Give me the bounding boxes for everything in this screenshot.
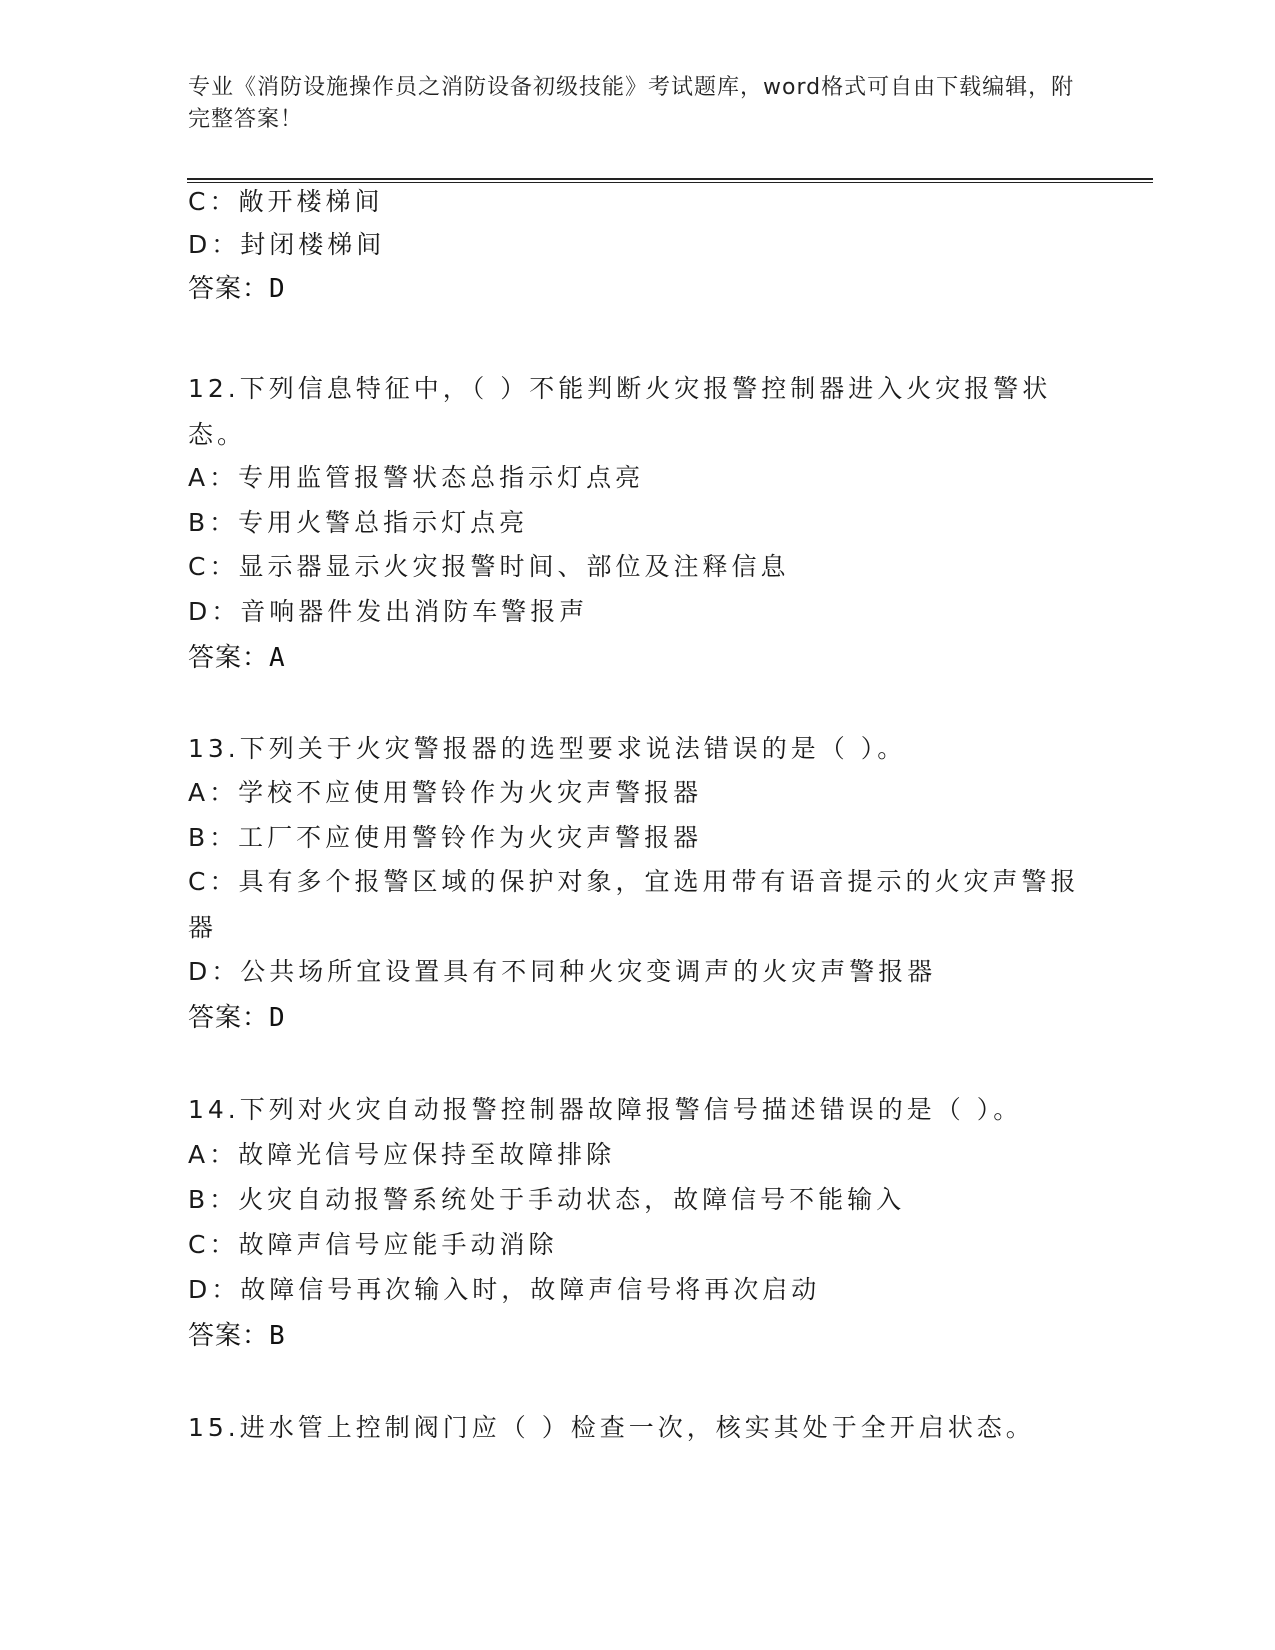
answer-value: D — [269, 274, 286, 304]
answer-line — [188, 273, 286, 305]
option-c: C：敞开楼梯间 — [188, 187, 384, 216]
answer-value: D — [269, 1003, 286, 1033]
q14-option-c: C：故障声信号应能手动消除 — [188, 1230, 558, 1259]
answer-value: B — [269, 1321, 286, 1351]
question-15-stem: 15.进水管上控制阀门应（ ）检查一次，核实其处于全开启状态。 — [188, 1413, 1035, 1442]
question-12-stem: 12.下列信息特征中，（ ）不能判断火灾报警控制器进入火灾报警状态。 — [188, 374, 1052, 449]
q13-option-a: A：学校不应使用警铃作为火灾声警报器 — [188, 778, 703, 807]
answer-label: 答案： — [188, 1003, 270, 1033]
q14-option-d: D：故障信号再次输入时，故障声信号将再次启动 — [188, 1275, 821, 1304]
document-header: 专业《消防设施操作员之消防设备初级技能》考试题库，word格式可自由下载编辑，附完整答案！ — [188, 75, 1075, 132]
q12-option-d: D：音响器件发出消防车警报声 — [188, 597, 589, 626]
q13-option-b: B：工厂不应使用警铃作为火灾声警报器 — [188, 823, 703, 852]
question-13-stem: 13.下列关于火灾警报器的选型要求说法错误的是（ ）。 — [188, 734, 907, 763]
answer-label: 答案： — [188, 643, 270, 673]
option-d: D：封闭楼梯间 — [188, 230, 386, 259]
q13-answer-line — [188, 1002, 286, 1034]
q12-answer-line — [188, 642, 286, 674]
q12-option-b: B：专用火警总指示灯点亮 — [188, 508, 529, 537]
q13-option-c: C：具有多个报警区域的保护对象，宜选用带有语音提示的火灾声警报器 — [188, 867, 1080, 942]
answer-label: 答案： — [188, 1321, 270, 1351]
answer-label: 答案： — [188, 274, 270, 304]
header-divider — [187, 178, 1153, 183]
question-14-stem: 14.下列对火灾自动报警控制器故障报警信号描述错误的是（ ）。 — [188, 1095, 1023, 1124]
q14-option-a: A：故障光信号应保持至故障排除 — [188, 1140, 616, 1169]
q12-option-a: A：专用监管报警状态总指示灯点亮 — [188, 463, 645, 492]
q14-answer-line — [188, 1320, 286, 1352]
q13-option-d: D：公共场所宜设置具有不同种火灾变调声的火灾声警报器 — [188, 957, 937, 986]
q12-option-c: C：显示器显示火灾报警时间、部位及注释信息 — [188, 552, 790, 581]
q14-option-b: B：火灾自动报警系统处于手动状态，故障信号不能输入 — [188, 1185, 906, 1214]
answer-value: A — [269, 643, 286, 673]
